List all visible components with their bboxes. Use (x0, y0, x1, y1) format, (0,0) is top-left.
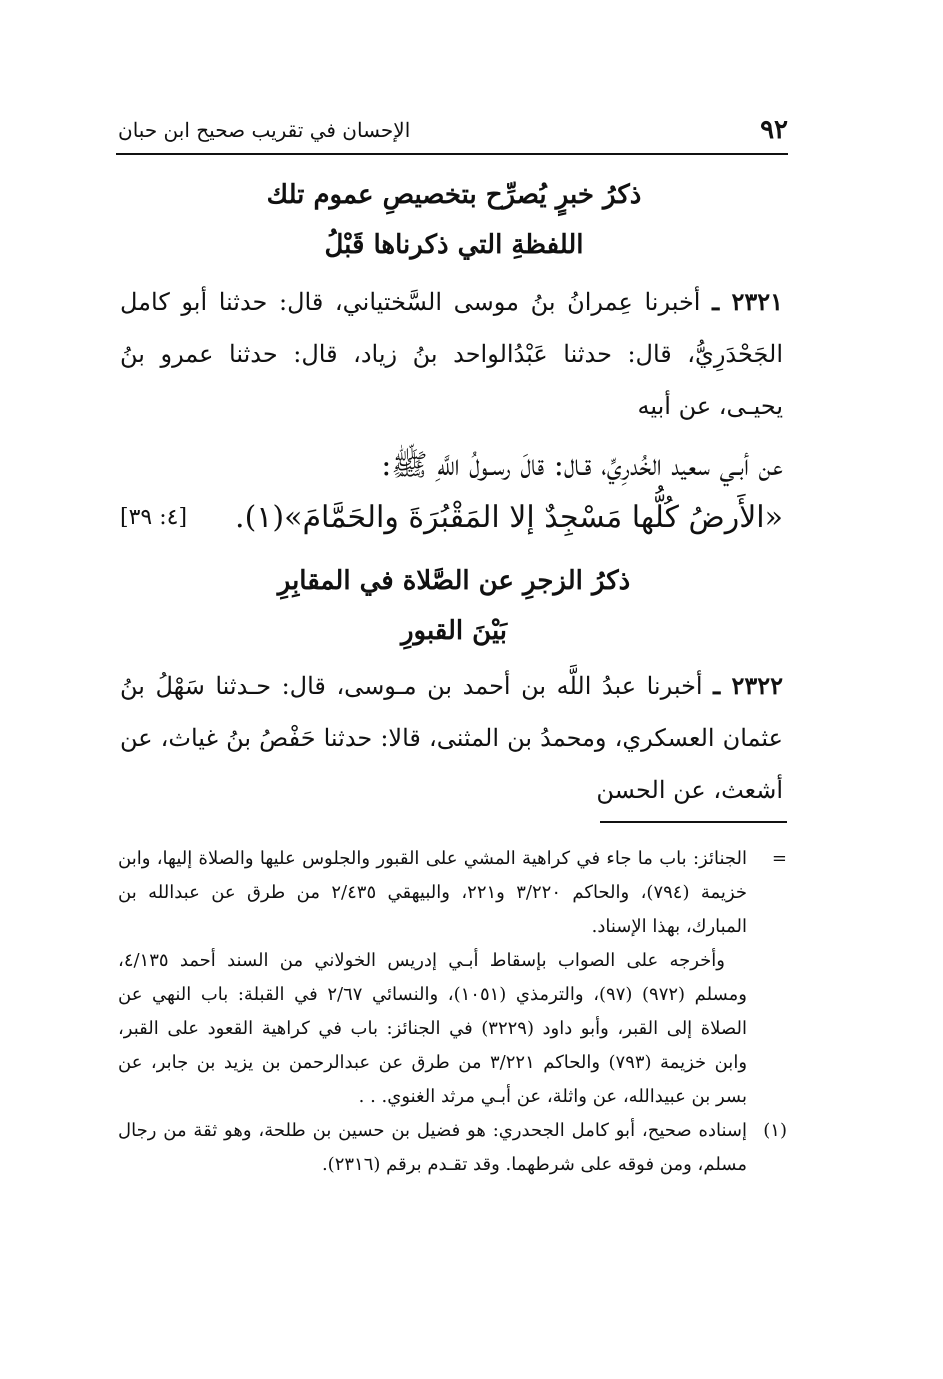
footnote-text: إسناده صحيح، أبو كامل الجحدري: هو فضيل بن حسين بن طلحة، وهو ثقة من رجال مسلم، ومن فوقه على شرطهما. وقد تقـدم برقم (٢٣١٦). (118, 1120, 747, 1175)
page-number: ٩٢ (760, 115, 788, 145)
hadith-number: ٢٣٢٢ ـ (713, 671, 784, 700)
running-header (118, 112, 788, 152)
footnote-text: وأخرجه على الصواب بإسقاط أبـي إدريس الخولاني من السند أحمد ٤/١٣٥، ومسلم (٩٧٢) (٩٧)، والترمذي (١٠٥١)، والنسائي ٢/٦٧ في القبلة: باب النهي عن الصلاة إلى القبر، وأبو داود (٣٢٢٩) في الجنائز: باب في كراهية القعود على القبر، وابن خزيمة (٧٩٣) والحاكم ٣/٢٢١ من طرق عن عبدالرحمن بن يزيد بن جابر، عن بسر بن عبيدالله، عن واثلة، عن أبـي مرثد الغنوي. . . (118, 950, 748, 1107)
heading-line: بَيْنَ القبورِ (400, 616, 508, 646)
book-title: الإحسان في تقريب صحيح ابن حبان (118, 118, 411, 142)
header-rule (116, 153, 788, 155)
hadith-reference: [٤: ٣٩] (120, 505, 188, 530)
matn-line: «الأَرضُ كُلُّها مَسْجِدٌ إلا المَقْبُرَةَ والحَمَّامَ»(١). (235, 500, 783, 535)
section-heading-1 (120, 170, 788, 270)
footnote-text: الجنائز: باب ما جاء في كراهية المشي على القبور والجلوس عليها والصلاة إليها، وابن خزيمة (٧٩٤)، والحاكم ٣/٢٢٠ و٢٢١، والبيهقي ٢/٤٣٥ من طرق عن عبدالله بن المبارك، بهذا الإسناد. (118, 848, 748, 937)
heading-line: اللفظةِ التي ذكرناها قَبْلُ (324, 230, 584, 260)
matn-line: عن أبـي سعيد الخُدرِيِّ، قـال: قالَ رسـولُ اللَّهِ ﷺ: (381, 448, 783, 483)
isnad-text: أخبرنا عبدُ اللَّه بن أحمد بن مـوسى، قال: حـدثنا سَهْلُ بنُ عثمان العسكري، ومحمدُ بن المثنى، قالا: حدثنا حَفْصُ بنُ غياث، عن أشعث، عن الحسن (120, 672, 783, 804)
hadith-2321-matn (120, 440, 783, 544)
footnote-1 (118, 1114, 787, 1182)
footnotes (118, 842, 787, 1182)
footnote-marker: = (771, 848, 787, 869)
hadith-number: ٢٣٢١ ـ (712, 287, 783, 316)
isnad-text: أخبرنا عِمرانُ بنُ موسى السَّختياني، قال: حدثنا أبو كامل الجَحْدَرِيُّ، قال: حدثنا عَبْدُالواحد بنُ زياد، قال: حدثنا عمرو بنُ يحيـى، عن أبيه (120, 288, 783, 420)
section-heading-2 (120, 556, 788, 656)
hadith-2322-isnad (120, 660, 783, 816)
hadith-2321-isnad (120, 276, 783, 432)
matn-row (120, 492, 783, 544)
heading-line: ذكرُ خبرٍ يُصرِّح بتخصيصِ عموم تلك (266, 180, 642, 210)
footnote-continuation (118, 842, 787, 1114)
footnote-rule (600, 821, 787, 823)
footnote-marker: (١) (763, 1120, 787, 1141)
heading-line: ذكرُ الزجرِ عن الصَّلاة في المقابِرِ (277, 566, 631, 596)
